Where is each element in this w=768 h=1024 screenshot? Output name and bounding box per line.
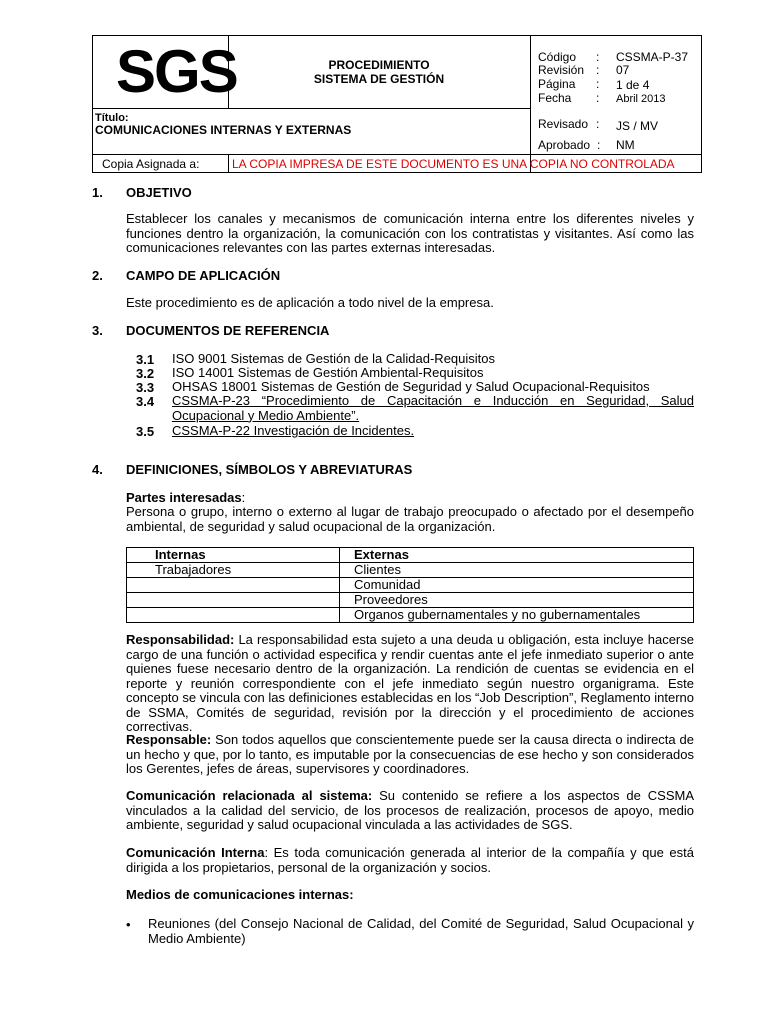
table-cell bbox=[127, 578, 340, 593]
ref-text: OHSAS 18001 Sistemas de Gestión de Seguridad y Salud Ocupacional-Requisitos bbox=[172, 379, 650, 394]
table-cell: Comunidad bbox=[340, 578, 694, 593]
table-cell: Trabajadores bbox=[127, 563, 340, 578]
partes-label: Partes interesadas bbox=[126, 490, 242, 505]
partes-text: Persona o grupo, interno o externo al lugar de trabajo preocupado o afectado por el desempeño ambiental, de seguridad y salud ocupacional de la organización. bbox=[126, 504, 694, 534]
responsabilidad-label: Responsabilidad: bbox=[126, 632, 235, 647]
table-row bbox=[127, 563, 694, 578]
section-heading bbox=[92, 268, 280, 283]
comunicacion-sistema-text: Su contenido se refiere a los aspectos de CSSMA vinculados a la calidad del servicio, de los procesos de realización, procesos de apoyo, medio ambiente, seguridad y salud ocupacional vinculada a las actividades de SGS. bbox=[126, 788, 694, 832]
table-header-row bbox=[127, 548, 694, 563]
bullet-text: Reuniones (del Consejo Nacional de Calidad, del Comité de Seguridad, Salud Ocupacional y Medio Ambiente) bbox=[148, 916, 694, 946]
revision-label: Revisión bbox=[538, 63, 585, 77]
section-number: 4. bbox=[92, 462, 103, 477]
table-row bbox=[127, 578, 694, 593]
ref-number: 3.3 bbox=[136, 380, 155, 395]
pagina-label: Página bbox=[538, 77, 576, 91]
section-heading bbox=[92, 462, 412, 477]
responsabilidad-text: La responsabilidad esta sujeto a una deuda u obligación, esta incluye hacerse cargo de una función o actividad especifica y rendir cuentas ante el jefe inmediato superior o ante quienes fuese necesario dentro de la organización. La rendición de cuentas se evidencia en el reporte y reunión correspondiente con el jefe inmediato según nuestro organigrama. Este concepto se vincula con las definiciones establecidas en los “Job Description”, Reglamento interno de SSMA, Comités de seguridad, revisión por la dirección y el procedimiento de acciones correctivas. bbox=[126, 632, 694, 734]
pagina-value: 1 de 4 bbox=[616, 78, 650, 92]
meta-colon: : bbox=[597, 138, 601, 152]
meta-colon: : bbox=[596, 50, 600, 64]
copia-label: Copia Asignada a: bbox=[102, 157, 200, 171]
meta-colon: : bbox=[596, 77, 600, 91]
ref-link[interactable]: CSSMA-P-23 “Procedimiento de Capacitación e Inducción en Seguridad, Salud Ocupacional y Medio Ambiente”. bbox=[172, 393, 694, 423]
comunicacion-interna-text: : Es toda comunicación generada al interior de la compañía y que está dirigida a los propietarios, personal de la organización y socios. bbox=[126, 845, 694, 875]
responsable-label: Responsable: bbox=[126, 732, 212, 747]
header-divider bbox=[530, 35, 531, 173]
table-cell: Clientes bbox=[340, 563, 694, 578]
aprobado-label: Aprobado bbox=[538, 138, 591, 152]
responsable-text: Son todos aquellos que conscientemente puede ser la causa directa o indirecta de un hecho y que, por lo tanto, es imputable por la consecuencias de ese hecho y son considerados los Gerentes, jefes de áreas, supervisores y coordinadores. bbox=[126, 732, 694, 776]
section-title: CAMPO DE APLICACIÓN bbox=[126, 268, 281, 283]
copia-notice: LA COPIA IMPRESA DE ESTE DOCUMENTO ES UNA COPIA NO CONTROLADA bbox=[232, 157, 675, 171]
section-title: DEFINICIONES, SÍMBOLOS Y ABREVIATURAS bbox=[126, 462, 413, 477]
fecha-label: Fecha bbox=[538, 91, 572, 105]
section-number: 3. bbox=[92, 323, 103, 338]
section-number: 1. bbox=[92, 185, 103, 200]
table-header: Internas bbox=[127, 548, 340, 563]
document-title: COMUNICACIONES INTERNAS Y EXTERNAS bbox=[95, 123, 352, 137]
revision-value: 07 bbox=[616, 63, 630, 77]
comunicacion-interna-label: Comunicación Interna bbox=[126, 845, 265, 860]
partes-colon: : bbox=[241, 490, 246, 505]
comunicacion-sistema-label: Comunicación relacionada al sistema: bbox=[126, 788, 373, 803]
aprobado-value: NM bbox=[616, 138, 635, 152]
medios-heading bbox=[126, 888, 694, 903]
header-divider bbox=[228, 154, 229, 173]
table-cell bbox=[127, 608, 340, 623]
fecha-value: Abril 2013 bbox=[616, 93, 666, 105]
system-name: SISTEMA DE GESTIÓN bbox=[313, 72, 445, 86]
bullet-icon: • bbox=[126, 917, 131, 932]
section-title: DOCUMENTOS DE REFERENCIA bbox=[126, 323, 330, 338]
table-cell: Proveedores bbox=[340, 593, 694, 608]
sgs-logo: SGS bbox=[116, 38, 237, 105]
codigo-value: CSSMA-P-37 bbox=[616, 50, 689, 64]
meta-colon: : bbox=[596, 117, 600, 131]
section-number: 2. bbox=[92, 268, 103, 283]
revisado-label: Revisado bbox=[538, 117, 589, 131]
header-divider bbox=[92, 108, 530, 109]
section-heading bbox=[92, 185, 192, 200]
ref-text: ISO 9001 Sistemas de Gestión de la Calidad-Requisitos bbox=[172, 351, 496, 366]
table-row bbox=[127, 593, 694, 608]
ref-number: 3.5 bbox=[136, 424, 155, 439]
meta-colon: : bbox=[596, 91, 600, 105]
section-heading bbox=[92, 323, 329, 338]
medios-label: Medios de comunicaciones internas: bbox=[126, 887, 354, 902]
table-cell bbox=[127, 593, 340, 608]
ref-number: 3.4 bbox=[136, 394, 155, 409]
section-title: OBJETIVO bbox=[126, 185, 192, 200]
ref-number: 3.1 bbox=[136, 352, 155, 367]
table-header: Externas bbox=[340, 548, 694, 563]
header-divider bbox=[92, 154, 702, 155]
doc-type: PROCEDIMIENTO bbox=[328, 58, 430, 72]
table-row bbox=[127, 608, 694, 623]
responsable-paragraph bbox=[126, 733, 694, 777]
objetivo-text: Establecer los canales y mecanismos de comunicación interna entre los diferentes niveles y funciones dentro la organización, la comunicación con los contratistas y visitantes. Así como las comunicaciones relevantes con las partes externas interesadas. bbox=[126, 211, 694, 255]
revisado-value: JS / MV bbox=[616, 119, 659, 133]
campo-text: Este procedimiento es de aplicación a todo nivel de la empresa. bbox=[126, 295, 494, 310]
titulo-label: Título: bbox=[95, 112, 129, 124]
codigo-label: Código bbox=[538, 50, 577, 64]
ref-link[interactable]: CSSMA-P-22 Investigación de Incidentes. bbox=[172, 423, 415, 438]
ref-text: ISO 14001 Sistemas de Gestión Ambiental-Requisitos bbox=[172, 365, 484, 380]
table-cell: Organos gubernamentales y no gubernamentales bbox=[340, 608, 694, 623]
comunicacion-interna-paragraph bbox=[126, 846, 694, 875]
ref-number: 3.2 bbox=[136, 366, 155, 381]
meta-colon: : bbox=[596, 63, 600, 77]
partes-table bbox=[126, 547, 694, 623]
responsabilidad-paragraph bbox=[126, 633, 694, 735]
comunicacion-sistema-paragraph bbox=[126, 789, 694, 833]
